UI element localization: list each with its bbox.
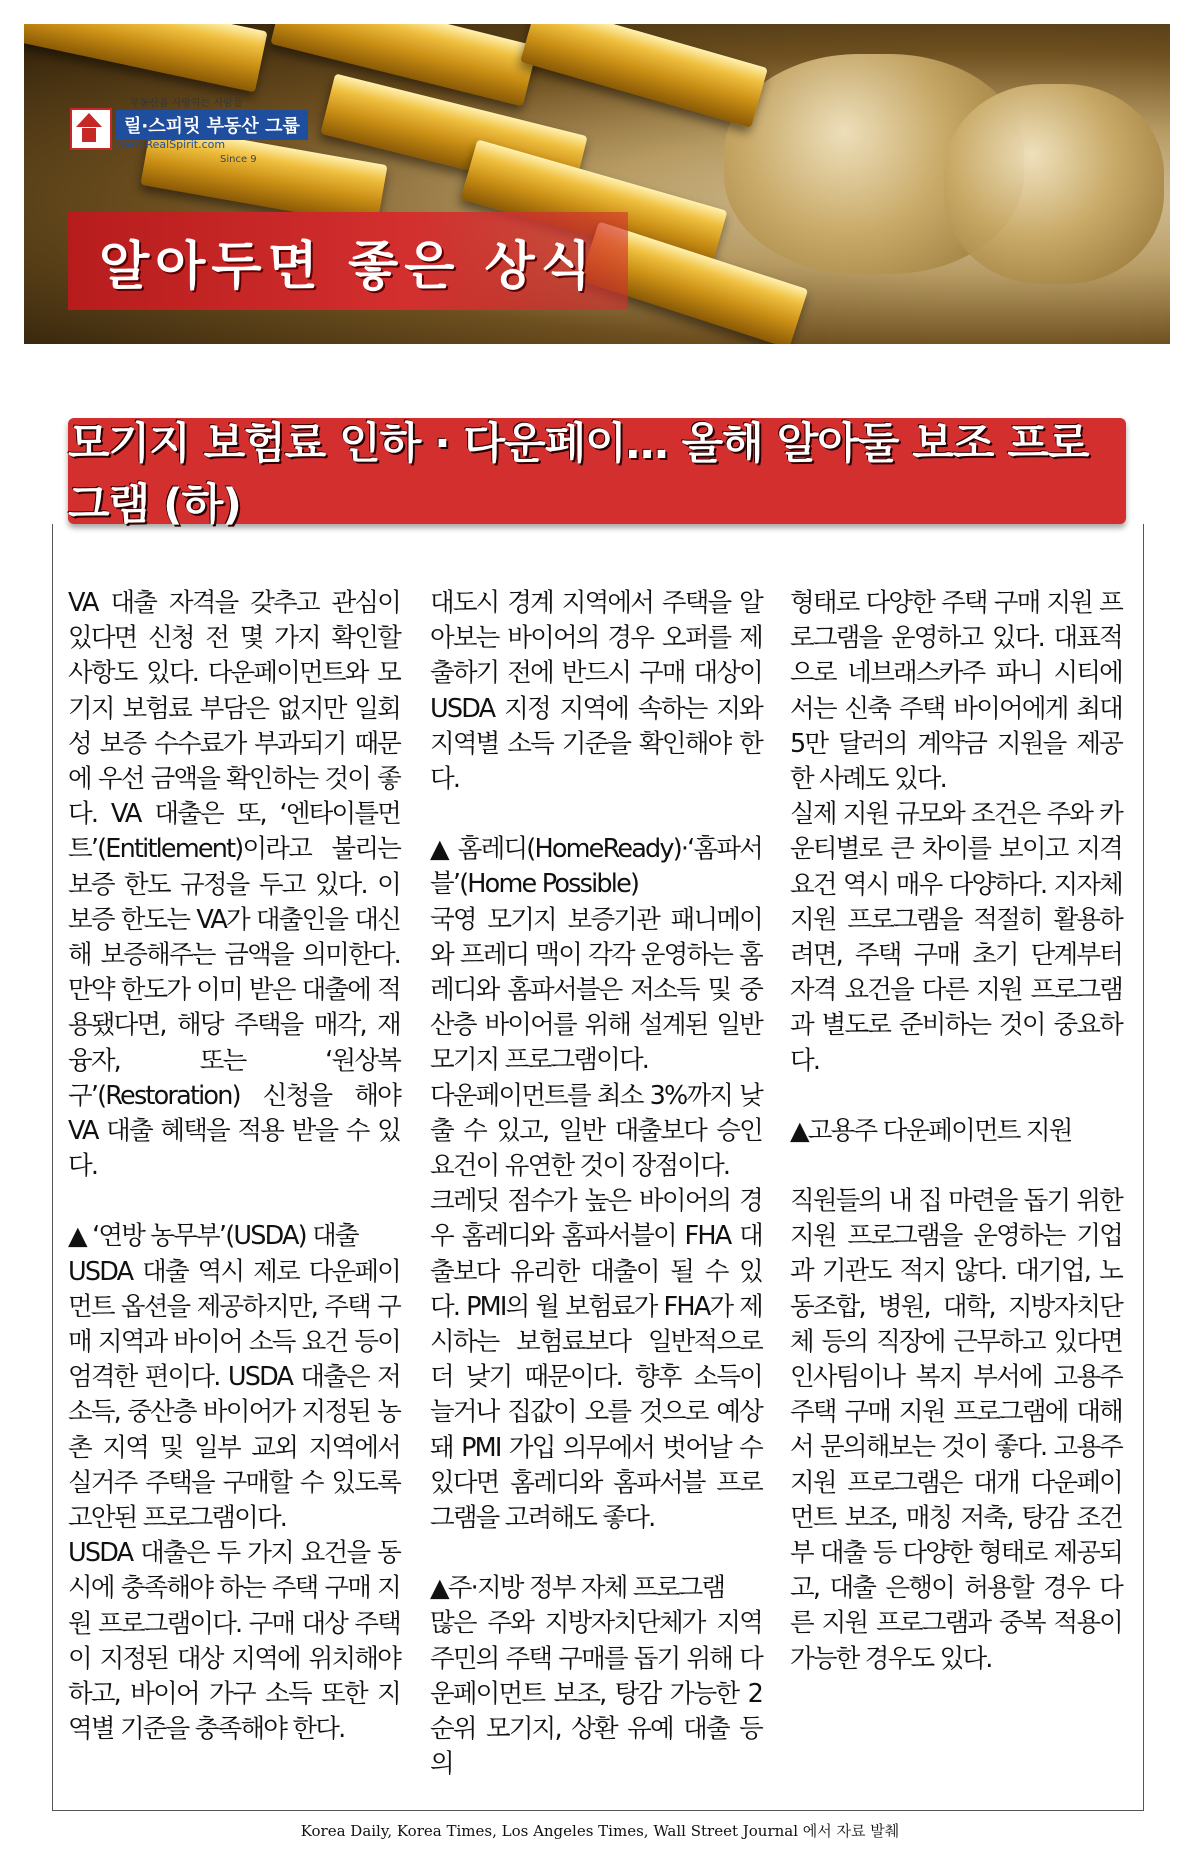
gold-bar-image — [24, 24, 268, 92]
section-heading: ▲고용주 다운페이먼트 지원 — [790, 1115, 1072, 1146]
series-title-box — [68, 212, 628, 310]
source-credit: Korea Daily, Korea Times, Los Angeles Times, Wall Street Journal 에서 자료 발췌 — [300, 1822, 900, 1840]
logo-since: Since 9 — [220, 154, 257, 165]
paragraph: 크레딧 점수가 높은 바이어의 경우 홈레디와 홈파서블이 FHA 대출보다 유리한 대출이 될 수 있다. PMI의 월 보험료가 FHA가 제시하는 보험료보다 일반적으로 더 낮기 때문이다. 향후 소득이 늘거나 집값이 오를 것으로 예상돼 PMI 가입 의무에서 벗어날 수 있다면 홈레디와 홈파서블 프로그램을 고려해도 좋다. — [430, 1186, 762, 1534]
logo-tagline: 부동산을 사랑하는 사람들 — [130, 98, 243, 109]
paragraph: 실제 지원 규모와 조건은 주와 카운티별로 큰 차이를 보이고 지격 요건 역시 매우 다양하다. 지자체 지원 프로그램을 적절히 활용하려면, 주택 구매 초기 단계부터 자격 요건을 다른 지원 프로그램과 별도로 준비하는 것이 중요하다. — [790, 799, 1122, 1076]
paragraph-gap — [790, 1079, 1122, 1114]
paragraph: 대도시 경계 지역에서 주택을 알아보는 바이어의 경우 오퍼를 제출하기 전에 반드시 구매 대상이 USDA 지정 지역에 속하는 지와 지역별 소득 기준을 확인해야 한다. — [430, 588, 762, 795]
paragraph-gap — [430, 797, 762, 832]
gold-nugget-image — [944, 84, 1164, 284]
section-heading: ▲주·지방 정부 자체 프로그램 — [430, 1573, 725, 1604]
paragraph: 국영 모기지 보증기관 패니메이와 프레디 맥이 각각 운영하는 홈레디와 홈파서블은 저소득 및 중산층 바이어를 위해 설계된 일반 모기지 프로그램이다. — [430, 904, 762, 1076]
headline-box — [68, 418, 1126, 530]
paragraph: VA 대출 자격을 갖추고 관심이 있다면 신청 전 몇 가지 확인할 사항도 있다. 다운페이먼트와 모기지 보험료 부담은 없지만 일회성 보증 수수료가 부과되기 때문에 우선 금액을 확인하는 것이 좋다. VA 대출은 또, ‘엔타이틀먼트’(Entitlement)이라고 불리는 보증 한도 규정을 두고 있다. 이 보증 한도는 VA가 대출인을 대신해 보증해주는 금액을 의미한다. 만약 한도가 이미 받은 대출에 적용됐다면, 해당 주택을 매각, 재융자, 또는 ‘원상복구’(Restoration) 신청을 해야 VA 대출 혜택을 적용 받을 수 있다. — [68, 588, 400, 1182]
gold-bar-image — [520, 24, 768, 128]
paragraph: 다운페이먼트를 최소 3%까지 낮출 수 있고, 일반 대출보다 승인 요건이 유연한 것이 장점이다. — [430, 1080, 762, 1182]
article-headline: 모기지 보험료 인하 · 다운페이… 올해 알아둘 보조 프로그램 (하) — [68, 419, 1089, 530]
company-logo — [70, 94, 310, 166]
header-banner — [24, 24, 1170, 344]
house-logo-icon — [70, 108, 112, 150]
article-column-2 — [430, 586, 762, 1783]
article-column-1 — [68, 586, 400, 1748]
paragraph: 직원들의 내 집 마련을 돕기 위한 지원 프로그램을 운영하는 기업과 기관도 적지 않다. 대기업, 노동조합, 병원, 대학, 지방자치단체 등의 직장에 근무하고 있다면 인사팀이나 복지 부서에 고용주 주택 구매 지원 프로그램에 대해서 문의해보는 것이 좋다. 고용주 지원 프로그램은 대개 다운페이먼트 보조, 매칭 저축, 탕감 조건부 대출 등 다양한 형태로 제공되고, 대출 은행이 허용할 경우 다른 지원 프로그램과 중복 적용이 가능한 경우도 있다. — [790, 1186, 1122, 1674]
series-title: 알아두면 좋은 상식 — [98, 235, 598, 297]
logo-name: 릴·스피릿 부동산 그룹 — [116, 110, 308, 140]
paragraph-gap — [68, 1184, 400, 1219]
paragraph-gap — [430, 1536, 762, 1571]
paragraph: 많은 주와 지방자치단체가 지역 주민의 주택 구매를 돕기 위해 다운페이먼트 보조, 탕감 가능한 2순위 모기지, 상환 유예 대출 등의 — [430, 1608, 762, 1780]
logo-url: www.RealSpirit.com — [116, 138, 226, 151]
paragraph: USDA 대출 역시 제로 다운페이먼트 옵션을 제공하지만, 주택 구매 지역과 바이어 소득 요건 등이 엄격한 편이다. USDA 대출은 저소득, 중산층 바이어가 지정된 농촌 지역 및 일부 교외 지역에서 실거주 주택을 구매할 수 있도록 고안된 프로그램이다. — [68, 1256, 400, 1534]
article-column-3 — [790, 586, 1122, 1677]
section-heading: ▲ ‘연방 농무부’(USDA) 대출 — [68, 1221, 358, 1252]
paragraph: 형태로 다양한 주택 구매 지원 프로그램을 운영하고 있다. 대표적으로 네브래스카주 파니 시티에서는 신축 주택 바이어에게 최대 5만 달러의 계약금 지원을 제공한 사례도 있다. — [790, 588, 1122, 795]
paragraph: USDA 대출은 두 가지 요건을 동시에 충족해야 하는 주택 구매 지원 프로그램이다. 구매 대상 주택이 지정된 대상 지역에 위치해야 하고, 바이어 가구 소득 또한 지역별 기준을 충족해야 한다. — [68, 1538, 400, 1745]
paragraph-gap — [790, 1149, 1122, 1184]
section-heading: ▲홈레디(HomeReady)·‘홈파서블’(Home Possible) — [430, 834, 762, 900]
